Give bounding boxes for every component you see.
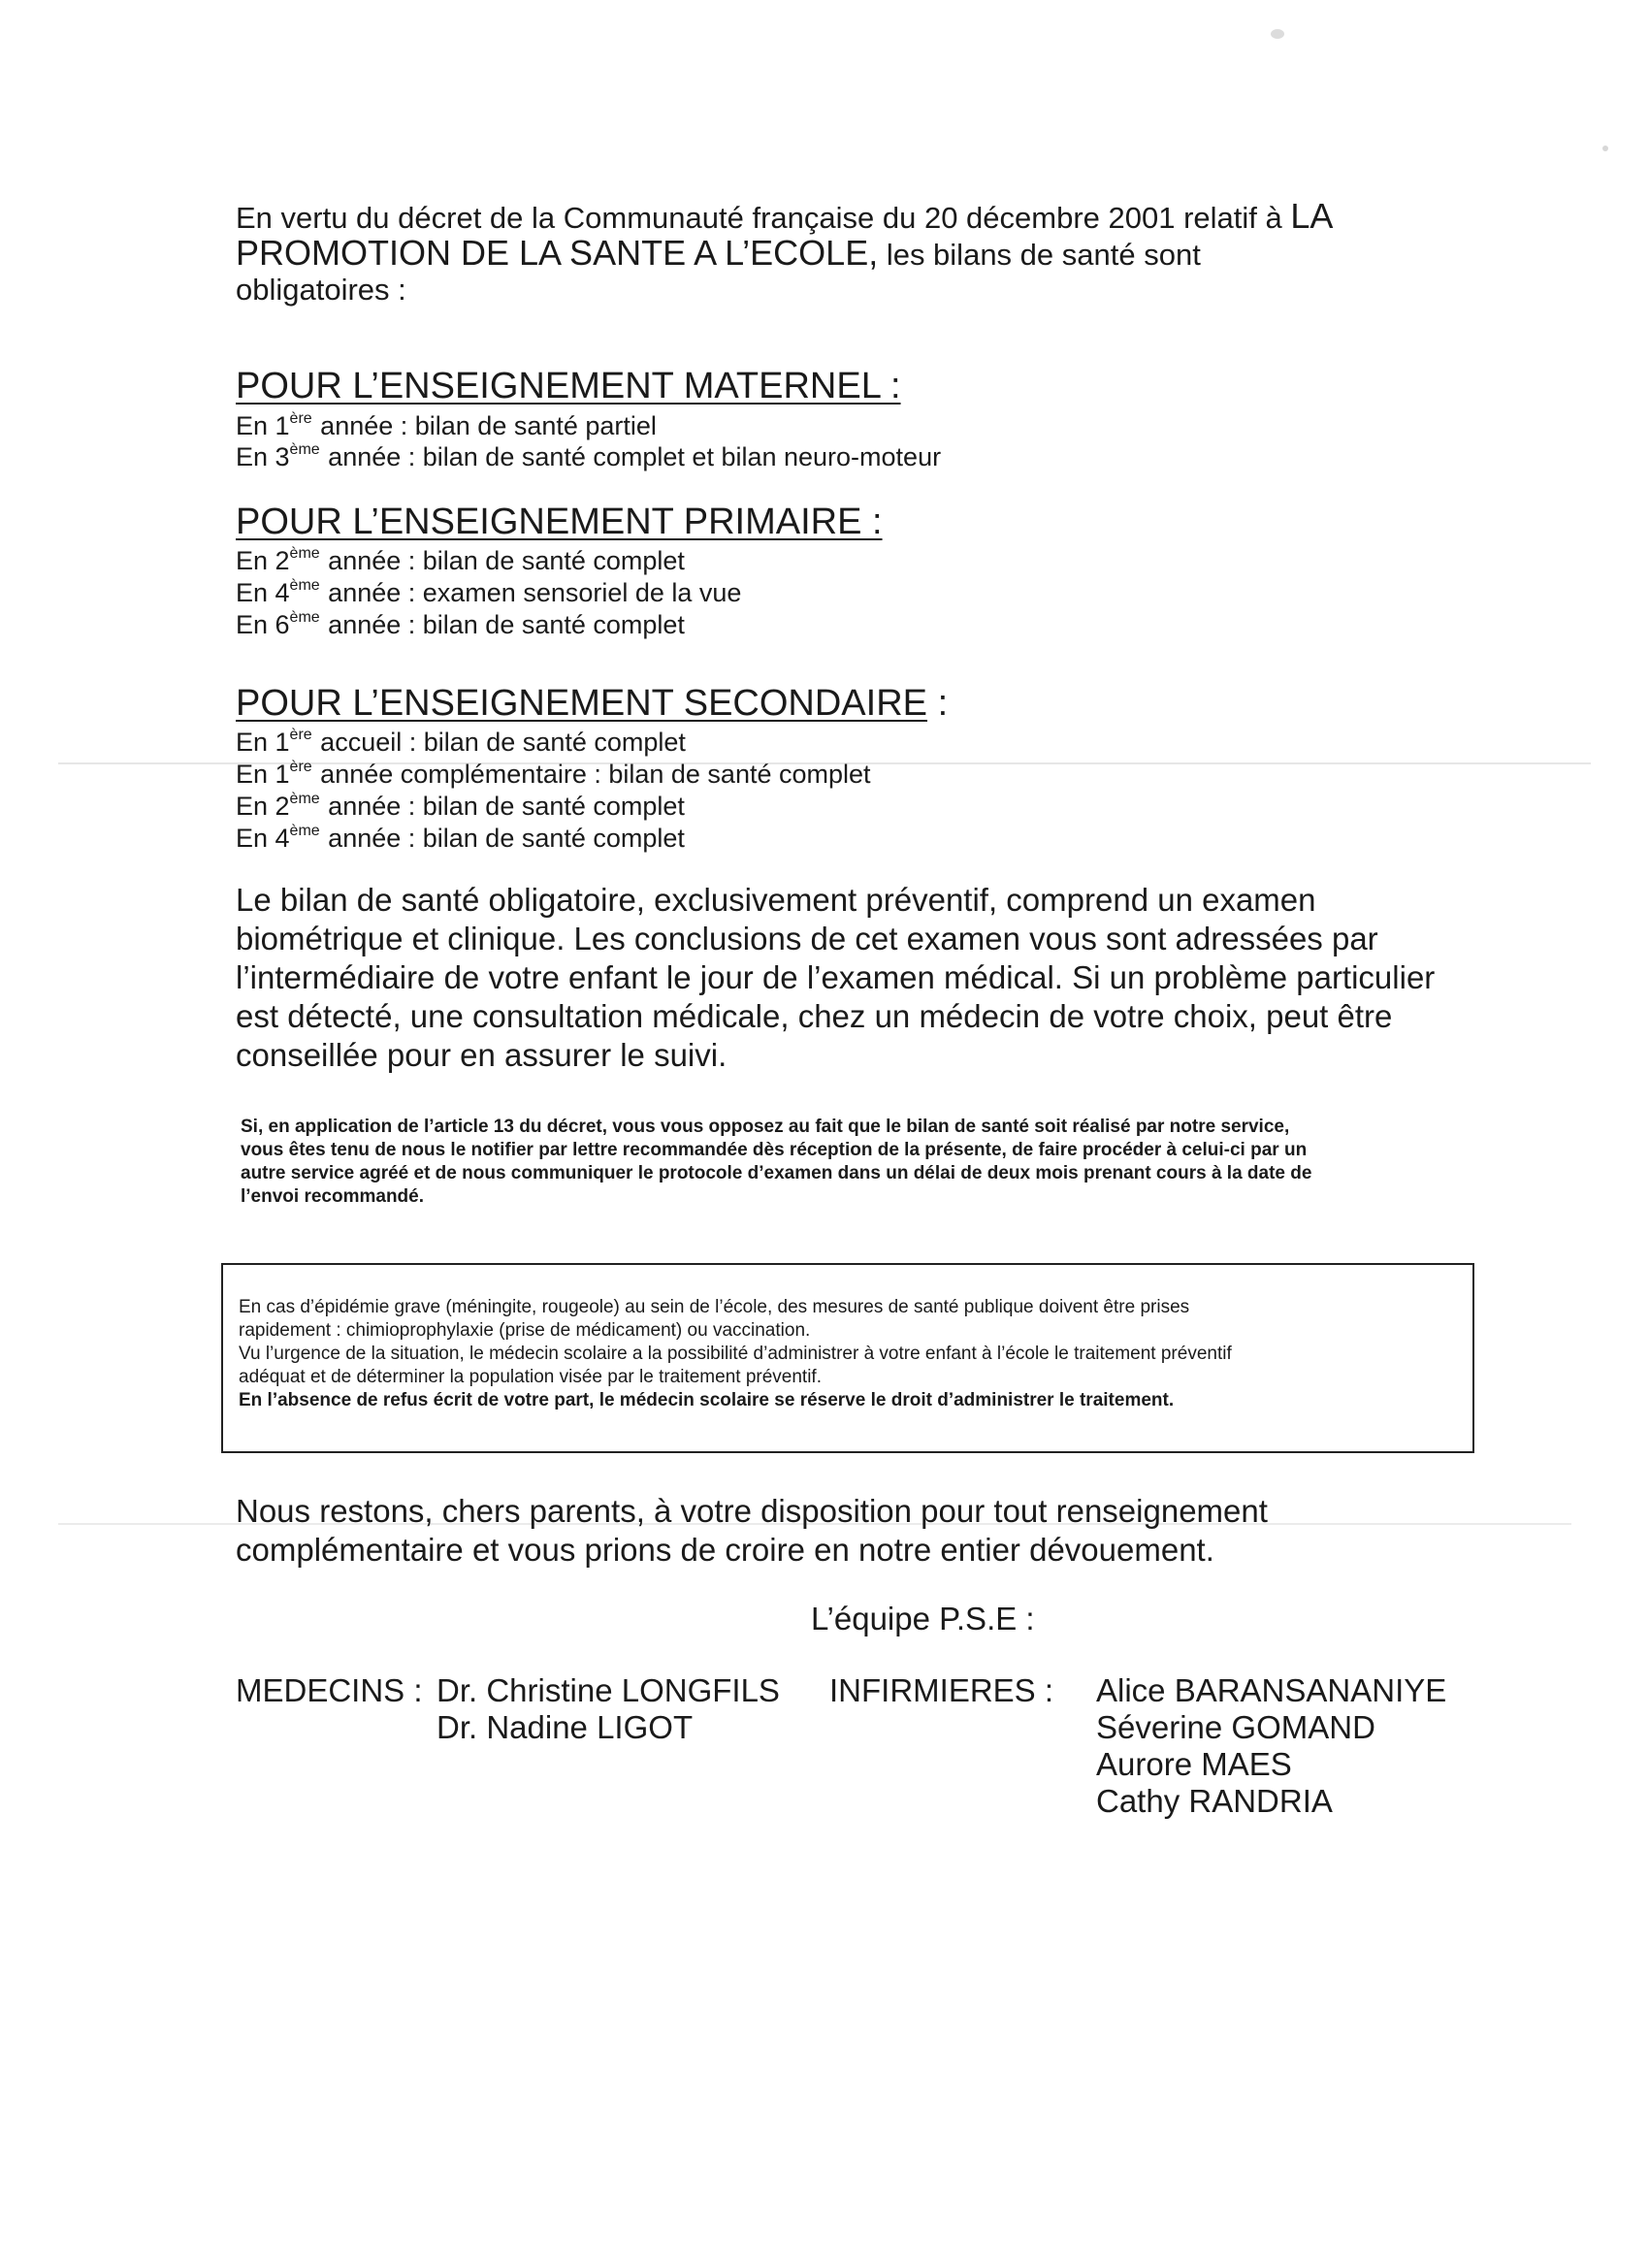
legal-line: autre service agréé et de nous communiquer le protocole d’examen dans un délai de deux mois prenant cours à la date de	[241, 1163, 1312, 1183]
list-item	[236, 577, 741, 608]
box-line: adéquat et de déterminer la population visée par le traitement préventif.	[239, 1367, 822, 1387]
item-text: année complémentaire : bilan de santé complet	[312, 760, 871, 789]
section-title: POUR L’ENSEIGNEMENT SECONDAIRE	[236, 683, 928, 724]
section-title-suffix: :	[927, 683, 949, 724]
item-text: année : bilan de santé complet et bilan neuro-moteur	[320, 442, 942, 471]
closing-line: Nous restons, chers parents, à votre disposition pour tout renseignement	[236, 1493, 1268, 1529]
closing-line: complémentaire et vous prions de croire en notre entier dévouement.	[236, 1532, 1214, 1568]
intro-line-1-emph: LA	[1290, 196, 1334, 236]
paragraph-line: l’intermédiaire de votre enfant le jour de l’examen médical. Si un problème particulier	[236, 959, 1436, 995]
intro-line-2-text: les bilans de santé sont	[878, 238, 1201, 272]
doctor-name: Dr. Nadine LIGOT	[436, 1709, 694, 1745]
intro-line-1-text: En vertu du décret de la Communauté française du 20 décembre 2001 relatif à	[236, 201, 1291, 235]
paragraph-line: biométrique et clinique. Les conclusions de cet examen vous sont adressées par	[236, 921, 1378, 956]
item-text: année : bilan de santé partiel	[312, 411, 657, 440]
legal-line: l’envoi recommandé.	[241, 1186, 425, 1207]
paragraph-line: est détecté, une consultation médicale, chez un médecin de votre choix, peut être	[236, 998, 1393, 1034]
box-line-bold: En l’absence de refus écrit de votre part, le médecin scolaire se réserve le droit d’administrer le traitement.	[239, 1390, 1175, 1410]
section-title: POUR L’ENSEIGNEMENT PRIMAIRE :	[236, 502, 883, 542]
legal-line: Si, en application de l’article 13 du décret, vous vous opposez au fait que le bilan de santé soit réalisé par notre service,	[241, 1117, 1290, 1137]
legal-line: vous êtes tenu de nous le notifier par lettre recommandée dès réception de la présente, de faire procéder à celui-ci par un	[241, 1140, 1308, 1160]
closing-paragraph	[236, 1492, 1268, 1570]
item-ordinal: ème	[289, 609, 320, 626]
item-prefix: En 4	[236, 824, 290, 853]
list-item	[236, 727, 686, 758]
item-text: année : bilan de santé complet	[320, 610, 685, 639]
scan-speck	[1602, 146, 1608, 151]
box-line: Vu l’urgence de la situation, le médecin scolaire a la possibilité d’administrer à votre enfant à l’école le traitement préventif	[239, 1344, 1232, 1364]
intro-line-1	[236, 196, 1497, 236]
legal-notice	[241, 1116, 1311, 1209]
box-line: rapidement : chimioprophylaxie (prise de médicament) ou vaccination.	[239, 1320, 811, 1341]
item-text: année : examen sensoriel de la vue	[320, 578, 742, 607]
nurse-name: Séverine GOMAND	[1096, 1709, 1375, 1745]
item-ordinal: ème	[289, 441, 320, 458]
item-prefix: En 4	[236, 578, 290, 607]
intro-paragraph	[236, 196, 1497, 308]
item-ordinal: ère	[289, 727, 312, 743]
doctors-label: MEDECINS :	[236, 1672, 423, 1708]
section-heading-maternel	[236, 367, 901, 405]
intro-line-3: obligatoires :	[236, 273, 406, 307]
list-item	[236, 441, 941, 472]
team-label: L’équipe P.S.E :	[811, 1601, 1035, 1636]
item-prefix: En 2	[236, 546, 290, 575]
section-heading-secondaire	[236, 684, 948, 723]
intro-line-2-emph: PROMOTION DE LA SANTE A L’ECOLE,	[236, 233, 879, 273]
doctor-name: Dr. Christine LONGFILS	[436, 1672, 780, 1708]
item-ordinal: ème	[289, 577, 320, 594]
intro-line-2	[236, 233, 1497, 273]
item-prefix: En 1	[236, 760, 290, 789]
item-ordinal: ère	[289, 759, 312, 775]
nurse-name: Alice BARANSANANIYE	[1096, 1672, 1447, 1708]
list-item	[236, 609, 685, 640]
item-text: année : bilan de santé complet	[320, 792, 685, 821]
paragraph-line: Le bilan de santé obligatoire, exclusivement préventif, comprend un examen	[236, 882, 1316, 918]
body-paragraph	[236, 881, 1435, 1075]
item-text: année : bilan de santé complet	[320, 546, 685, 575]
list-item	[236, 823, 685, 854]
epidemic-notice-text	[239, 1296, 1232, 1412]
paragraph-line: conseillée pour en assurer le suivi.	[236, 1037, 728, 1073]
item-prefix: En 3	[236, 442, 290, 471]
scan-speck	[1271, 29, 1284, 39]
section-heading-primaire	[236, 502, 883, 541]
nurse-name: Aurore MAES	[1096, 1746, 1292, 1782]
list-item	[236, 791, 685, 822]
list-item	[236, 545, 685, 576]
section-title: POUR L’ENSEIGNEMENT MATERNEL :	[236, 366, 901, 406]
item-prefix: En 1	[236, 411, 290, 440]
list-item	[236, 759, 871, 790]
item-ordinal: ère	[289, 410, 312, 427]
item-ordinal: ème	[289, 545, 320, 562]
box-line: En cas d’épidémie grave (méningite, rougeole) au sein de l’école, des mesures de santé publique doivent être prises	[239, 1297, 1190, 1317]
list-item	[236, 410, 657, 441]
item-ordinal: ème	[289, 791, 320, 807]
item-prefix: En 2	[236, 792, 290, 821]
item-text: accueil : bilan de santé complet	[312, 728, 686, 757]
item-prefix: En 1	[236, 728, 290, 757]
nurses-label: INFIRMIERES :	[829, 1672, 1054, 1708]
item-prefix: En 6	[236, 610, 290, 639]
item-ordinal: ème	[289, 823, 320, 839]
nurse-name: Cathy RANDRIA	[1096, 1783, 1333, 1819]
item-text: année : bilan de santé complet	[320, 824, 685, 853]
